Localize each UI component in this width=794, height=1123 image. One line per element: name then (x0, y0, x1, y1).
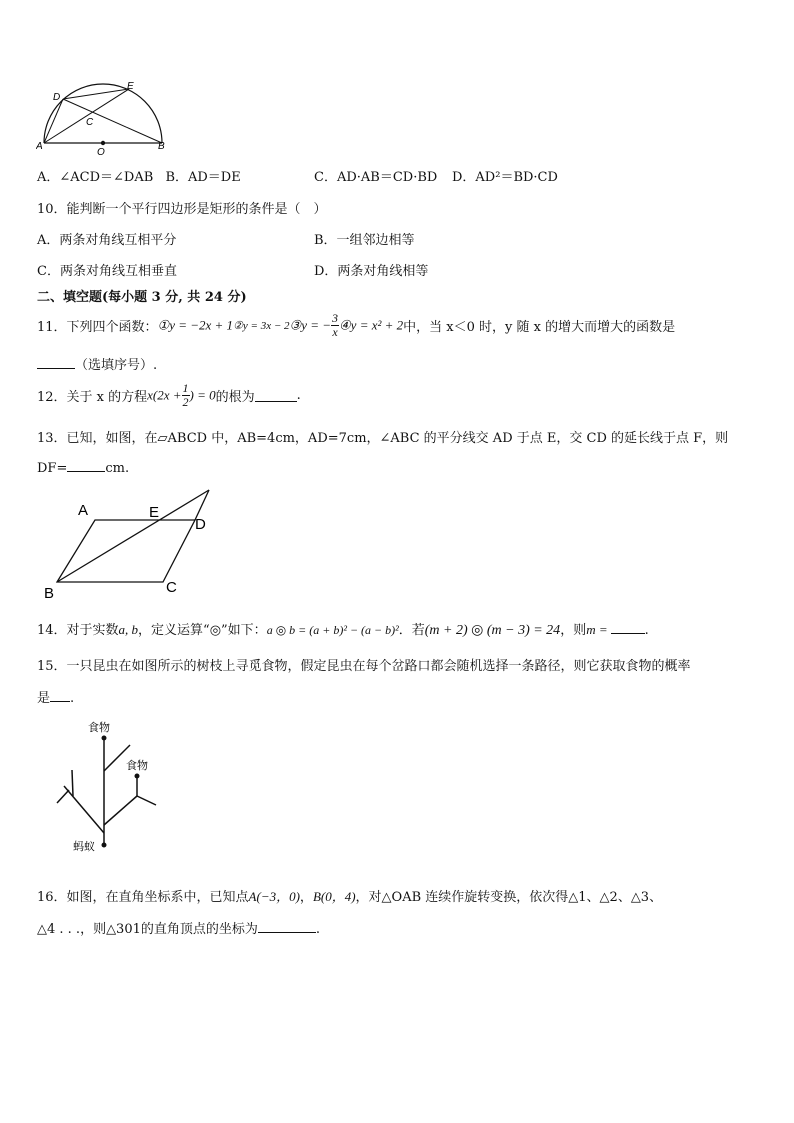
q11-line2-text: （选填序号）. (75, 358, 158, 373)
q15-line2-prefix: 是 (37, 691, 51, 706)
q14-prefix: 14．对于实数 (37, 623, 119, 638)
q14-mid3: ，则 (560, 623, 587, 638)
food-label-top: 食物 (88, 722, 110, 734)
label-c: C (86, 117, 94, 128)
q11-suffix: 中，当 x＜0 时，y 随 x 的增大而增大的函数是 (403, 320, 676, 335)
q10-option-c[interactable]: C．两条对角线互相垂直 (37, 264, 177, 279)
q9-option-b[interactable]: B．AD＝DE (165, 170, 241, 185)
q15-answer-blank[interactable] (50, 689, 70, 702)
q13-line1: 13．已知，如图，在▱ABCD 中，AB=4cm，AD=7cm，∠ABC 的平分线交 AD 于点 E，交 CD 的延长线于点 F，则 (37, 431, 729, 446)
label-b: B (44, 585, 55, 602)
food-point-top (102, 736, 107, 741)
section-2-heading: 二、填空题(每小题 3 分, 共 24 分) (37, 290, 247, 305)
food-label-right: 食物 (126, 760, 148, 772)
q11-fraction-numerator: 3 (332, 311, 339, 325)
q15-line1: 15．一只昆虫在如图所示的树枝上寻觅食物，假定昆虫在每个岔路口都会随机选择一条路径，则它获取食物的概率 (37, 659, 691, 674)
branch-left-twig-2 (57, 790, 69, 803)
q16-line1 (37, 886, 662, 905)
q11-func-1: ①y = −2x + 1 (157, 317, 234, 333)
label-c: C (166, 579, 177, 596)
chord-de (63, 89, 129, 99)
q11-line1 (37, 312, 675, 346)
q9-option-c[interactable]: C．AD·AB＝CD·BD (314, 170, 438, 185)
q10-option-b[interactable]: B．一组邻边相等 (314, 233, 415, 248)
q14-mid2: ．若 (398, 623, 425, 638)
center-point-o (101, 141, 105, 145)
q13-line2 (37, 459, 129, 476)
label-a: A (36, 141, 43, 152)
q9-options (37, 166, 558, 185)
branch-right (104, 796, 137, 825)
q12 (37, 382, 301, 416)
q11-line2 (37, 354, 157, 373)
q16-line2-text: △4 . . .，则△301的直角顶点的坐标为 (37, 922, 258, 937)
q12-equation-right: ) = 0 (189, 387, 216, 403)
q14-definition: a ◎ b = (a + b)² − (a − b)² (266, 623, 399, 637)
q12-end: . (296, 388, 301, 403)
q13-df-label: DF= (37, 461, 68, 476)
q16-line2 (37, 918, 320, 937)
parallelogram-abcd (57, 520, 195, 582)
q9-option-d[interactable]: D．AD²＝BD·CD (452, 170, 558, 185)
branch-left-twig-1 (72, 770, 73, 796)
q10-option-d[interactable]: D．两条对角线相等 (314, 264, 429, 279)
label-e: E (149, 504, 160, 521)
q11-func-3-fraction (331, 312, 339, 339)
label-d: D (195, 516, 206, 533)
label-o: O (97, 147, 105, 156)
q10-stem: 10．能判断一个平行四边形是矩形的条件是（ ） (37, 202, 327, 217)
q14-answer-blank[interactable] (611, 621, 645, 634)
q11-fraction-denominator: x (332, 325, 338, 339)
q14-condition: (m + 2) ◎ (m − 3) = 24 (424, 623, 561, 638)
q12-fraction-denominator: 2 (182, 395, 189, 409)
q14-vars: a, b (118, 622, 139, 637)
q14-mid: ，定义运算“◎”如下： (138, 623, 267, 638)
ant-label: 蚂蚁 (73, 841, 95, 853)
label-e: E (127, 81, 134, 92)
label-d: D (53, 92, 61, 103)
q16-point-a: A(−3，0) (248, 889, 300, 904)
q12-suffix: 的根为 (215, 390, 255, 405)
branch-right-twig (137, 796, 156, 805)
q13-unit: cm. (105, 461, 130, 476)
q14-ask: m = (586, 622, 608, 637)
label-a: A (78, 502, 89, 519)
q11-answer-blank[interactable] (37, 356, 75, 369)
q16-line1-suffix: ，对△OAB 连续作旋转变换，依次得△1、△2、△3、 (355, 890, 663, 905)
label-b: B (158, 141, 165, 152)
q12-prefix: 12．关于 x 的方程 (37, 390, 148, 405)
q12-fraction-numerator: 1 (182, 381, 189, 395)
q12-fraction (182, 382, 190, 409)
q13-answer-blank[interactable] (67, 459, 105, 472)
q11-func-4: ④y = x² + 2 (339, 317, 404, 333)
q14-end: . (644, 623, 649, 638)
q15-end: . (70, 691, 75, 706)
q12-equation-left: x(2x + (147, 387, 182, 403)
branch-left (64, 786, 104, 833)
q11-func-2: ②y = 3x − 2 (233, 320, 290, 332)
q9-option-a[interactable]: A．∠ACD＝∠DAB (37, 170, 154, 185)
q10-option-a[interactable]: A．两条对角线互相平分 (37, 233, 177, 248)
q16-point-b: B(0，4) (312, 889, 356, 904)
q11-func-3-prefix: ③y = − (289, 317, 332, 333)
q11-prefix: 11．下列四个函数： (37, 320, 158, 335)
q14 (37, 619, 649, 639)
q15-line2 (37, 687, 74, 706)
q16-separator: ， (299, 890, 313, 905)
food-point-right (135, 774, 140, 779)
tree-figure (55, 716, 175, 868)
q16-end: . (315, 922, 321, 937)
q16-answer-blank[interactable] (258, 920, 316, 933)
q16-prefix: 16．如图，在直角坐标系中，已知点 (37, 890, 249, 905)
ant-point (102, 843, 107, 848)
semicircle-figure (36, 80, 170, 156)
q12-answer-blank[interactable] (255, 389, 297, 402)
parallelogram-figure (40, 486, 220, 602)
